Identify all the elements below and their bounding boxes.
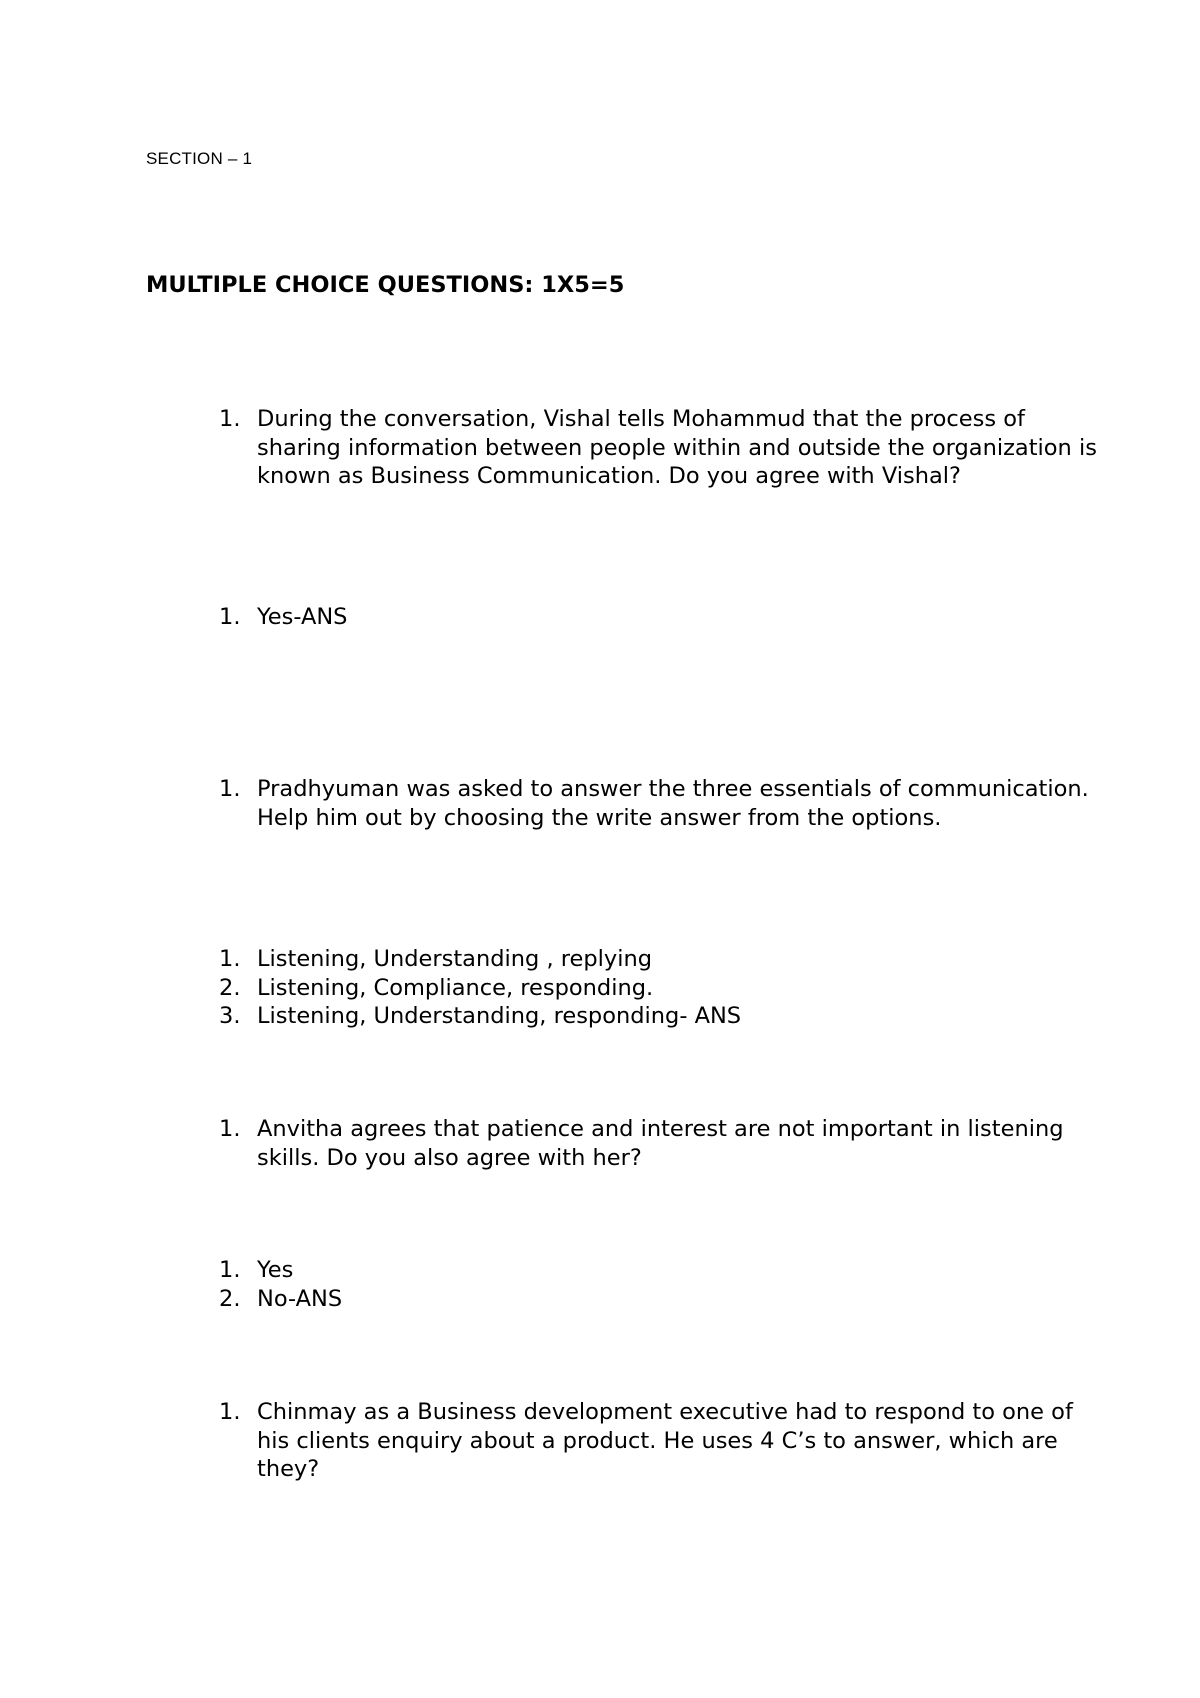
list-item [219,1256,1099,1285]
question-4 [219,1398,1099,1484]
question-2 [219,775,1099,832]
question-1-options [219,603,1099,632]
question-2-options [219,945,1099,1031]
question-text: Anvitha agrees that patience and interest are not important in listening skills. Do you also agree with her? [257,1116,1064,1171]
option-number: 2. [219,1285,241,1312]
option-number: 1. [219,946,241,972]
question-3-options [219,1256,1099,1313]
option-number: 1. [219,1257,241,1283]
question-text: During the conversation, Vishal tells Mohammud that the process of sharing information between people within and outside the organization is known as Business Communication. Do you agree with Vishal? [257,406,1097,489]
option-text: No-ANS [257,1285,343,1312]
option-text: Listening, Understanding, responding- ANS [257,1003,742,1029]
option-number: 2. [219,974,241,1001]
question-number: 1. [219,406,241,432]
list-item [219,974,1099,1003]
option-number: 1. [219,604,241,630]
list-item [219,1285,1099,1314]
section-label: SECTION – 1 [146,149,253,168]
option-text: Yes-ANS [257,604,348,630]
list-item [219,1002,1099,1031]
question-number: 1. [219,1399,241,1425]
question-1 [219,405,1099,491]
page-title: MULTIPLE CHOICE QUESTIONS: 1X5=5 [146,272,625,298]
question-number: 1. [219,776,241,802]
question-3 [219,1115,1099,1172]
list-item [219,603,1099,632]
question-text: Chinmay as a Business development executive had to respond to one of his clients enquiry about a product. He uses 4 C’s to answer, which are they? [257,1399,1073,1482]
option-text: Yes [257,1257,294,1283]
option-number: 3. [219,1003,241,1029]
option-text: Listening, Compliance, responding. [257,974,654,1001]
option-text: Listening, Understanding , replying [257,946,653,972]
question-text: Pradhyuman was asked to answer the three essentials of communication. Help him out by choosing the write answer from the options. [257,776,1089,831]
list-item [219,945,1099,974]
question-number: 1. [219,1116,241,1142]
